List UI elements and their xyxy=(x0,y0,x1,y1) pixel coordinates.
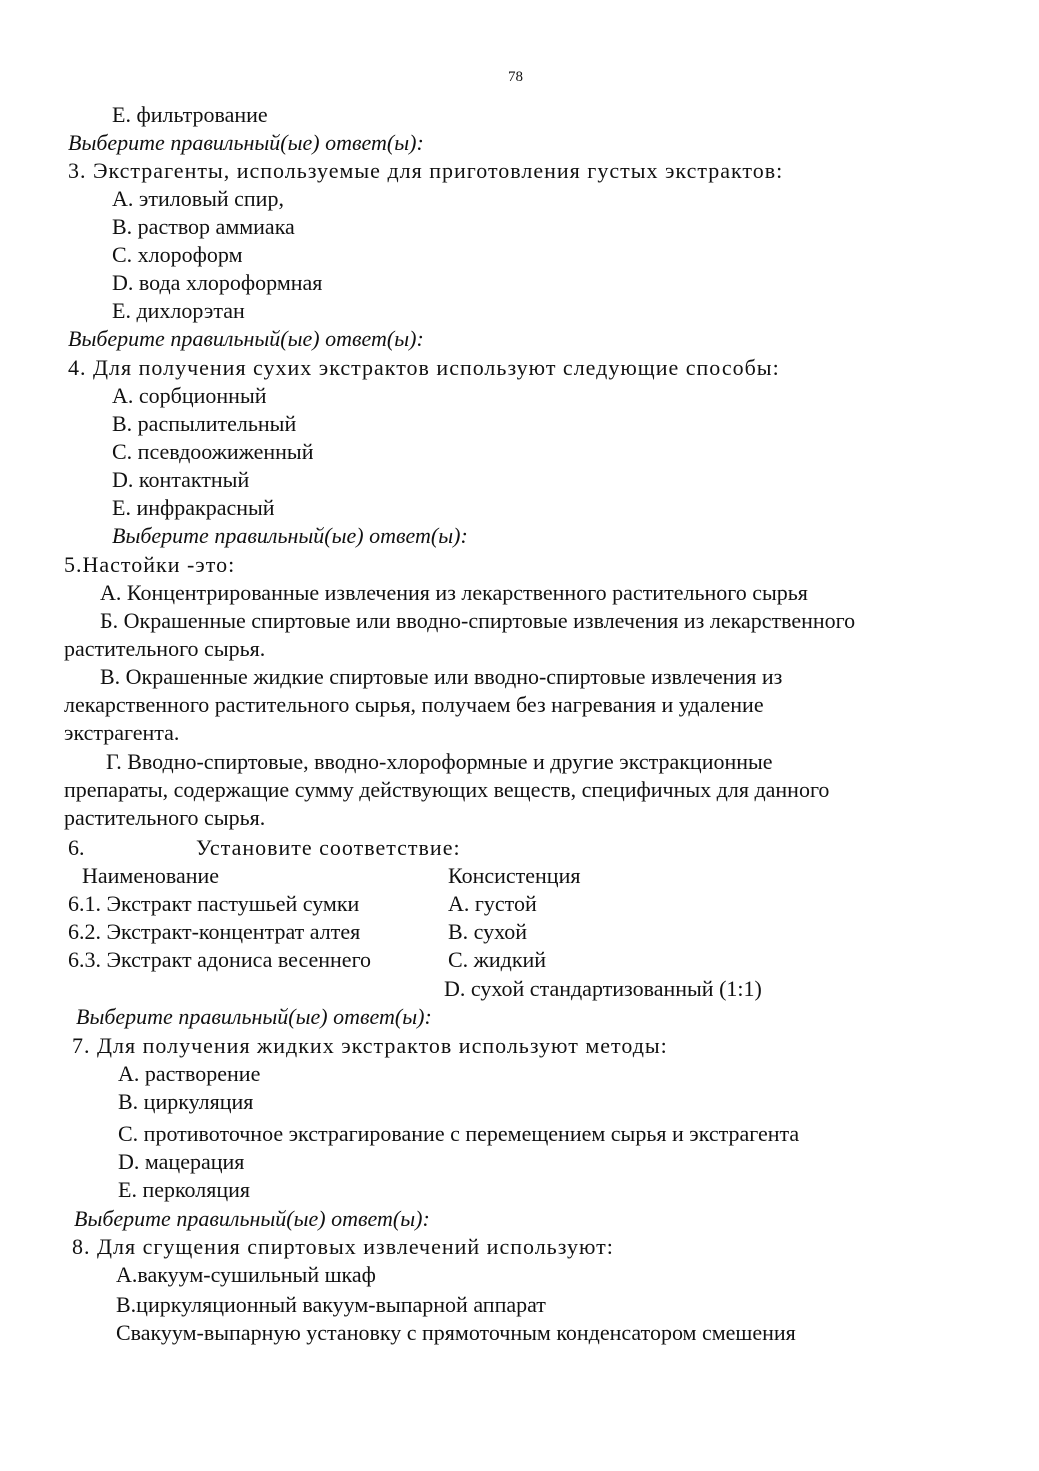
table-cell: C. жидкий xyxy=(448,947,547,972)
question-heading: 5.Настойки -это: xyxy=(64,552,236,577)
question-heading: 3. Экстрагенты, используемые для приготовления густых экстрактов: xyxy=(68,158,784,183)
page-number: 78 xyxy=(508,69,523,85)
instruction-line: Выберите правильный(ые) ответ(ы): xyxy=(76,1004,432,1029)
option-line: В. Окрашенные жидкие спиртовые или вводно-спиртовые извлечения из xyxy=(100,664,783,689)
table-header-consistency: Консистенция xyxy=(448,863,581,888)
option-line: экстрагента. xyxy=(64,720,180,745)
table-cell: 6.2. Экстракт-концентрат алтея xyxy=(68,919,361,944)
option-line: E. перколяция xyxy=(118,1177,251,1202)
option-line: растительного сырья. xyxy=(64,636,266,661)
option-line: A.вакуум-сушильный шкаф xyxy=(116,1262,376,1287)
option-line: B. раствор аммиака xyxy=(112,214,295,239)
option-line: C. хлороформ xyxy=(112,242,243,267)
question-heading: 8. Для сгущения спиртовых извлечений используют: xyxy=(72,1234,614,1259)
question-heading: 7. Для получения жидких экстрактов используют методы: xyxy=(72,1033,668,1058)
option-line: E. фильтрование xyxy=(112,102,268,127)
instruction-line: Выберите правильный(ые) ответ(ы): xyxy=(68,130,424,155)
option-line: C. псевдоожиженный xyxy=(112,439,314,464)
instruction-line: Выберите правильный(ые) ответ(ы): xyxy=(112,523,468,548)
option-line: Г. Вводно-спиртовые, вводно-хлороформные и другие экстракционные xyxy=(106,749,773,774)
question-number: 6. xyxy=(68,835,85,860)
question-heading: 4. Для получения сухих экстрактов используют следующие способы: xyxy=(68,355,780,380)
table-cell: 6.1. Экстракт пастушьей сумки xyxy=(68,891,360,916)
option-line: B. распылительный xyxy=(112,411,297,436)
instruction-line: Выберите правильный(ые) ответ(ы): xyxy=(68,326,424,351)
table-cell: D. сухой стандартизованный (1:1) xyxy=(444,976,762,1001)
option-line: А. Концентрированные извлечения из лекарственного растительного сырья xyxy=(100,580,808,605)
option-line: Б. Окрашенные спиртовые или вводно-спиртовые извлечения из лекарственного xyxy=(100,608,856,633)
option-line: C. противоточное экстрагирование с перемещением сырья и экстрагента xyxy=(118,1121,800,1146)
option-line: Cвакуум-выпарную установку с прямоточным конденсатором смешения xyxy=(116,1320,796,1345)
option-line: препараты, содержащие сумму действующих веществ, специфичных для данного xyxy=(64,777,830,802)
option-line: D. мацерация xyxy=(118,1149,245,1174)
option-line: E. дихлорэтан xyxy=(112,298,245,323)
instruction-line: Выберите правильный(ые) ответ(ы): xyxy=(74,1206,430,1231)
option-line: D. вода хлороформная xyxy=(112,270,323,295)
option-line: E. инфракрасный xyxy=(112,495,275,520)
option-line: A. этиловый спир, xyxy=(112,186,284,211)
option-line: B.циркуляционный вакуум-выпарной аппарат xyxy=(116,1292,546,1317)
question-heading: Установите соответствие: xyxy=(196,835,461,860)
table-cell: 6.3. Экстракт адониса весеннего xyxy=(68,947,372,972)
table-header-name: Наименование xyxy=(82,863,220,888)
option-line: A. сорбционный xyxy=(112,383,267,408)
table-cell: A. густой xyxy=(448,891,537,916)
option-line: A. растворение xyxy=(118,1061,261,1086)
option-line: растительного сырья. xyxy=(64,805,266,830)
option-line: D. контактный xyxy=(112,467,250,492)
option-line: лекарственного растительного сырья, получаем без нагревания и удаление xyxy=(64,692,764,717)
table-cell: B. сухой xyxy=(448,919,528,944)
option-line: B. циркуляция xyxy=(118,1089,254,1114)
